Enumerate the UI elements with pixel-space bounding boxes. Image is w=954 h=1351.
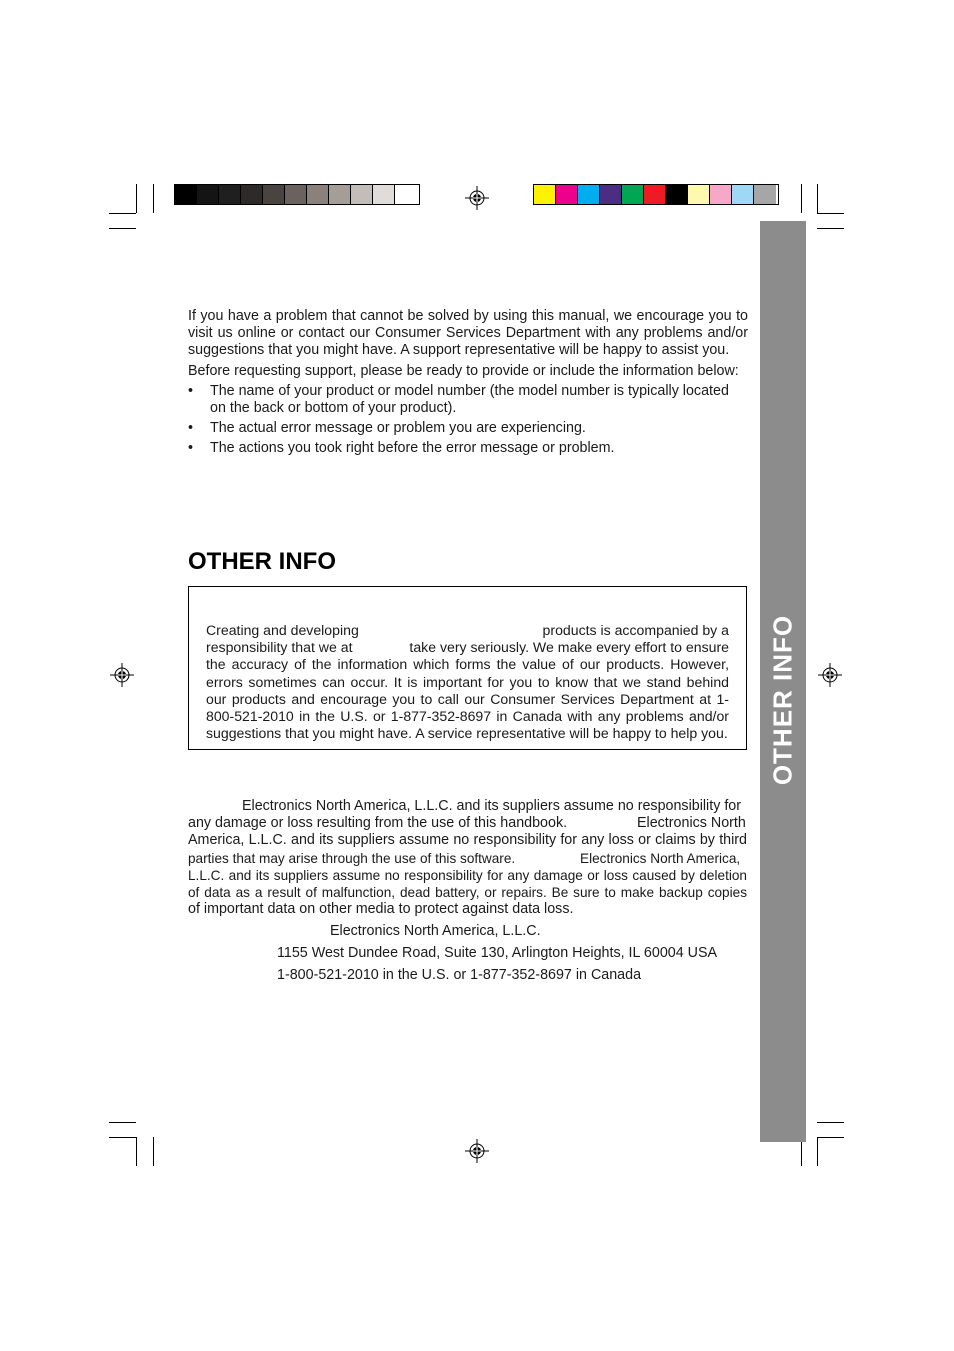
support-before-text: Before requesting support, please be ready to provide or include the information below: bbox=[188, 363, 739, 379]
crop-mark bbox=[817, 228, 844, 229]
color-swatch bbox=[710, 185, 732, 204]
list-item: • The actual error message or problem you are experiencing. bbox=[188, 420, 586, 436]
color-swatch bbox=[285, 185, 307, 204]
color-swatch bbox=[307, 185, 329, 204]
side-tab-label: OTHER INFO bbox=[767, 614, 798, 786]
registration-mark-icon bbox=[465, 186, 489, 210]
color-swatch bbox=[534, 185, 556, 204]
crop-mark bbox=[153, 1137, 154, 1166]
crop-mark bbox=[817, 1137, 844, 1138]
registration-mark-icon bbox=[465, 1139, 489, 1163]
color-swatch bbox=[329, 185, 351, 204]
crop-mark bbox=[109, 228, 136, 229]
disclaimer-line: Electronics North bbox=[637, 815, 746, 831]
info-box-line: products is accompanied by a bbox=[542, 622, 729, 638]
disclaimer-line: parties that may arise through the use of this software. bbox=[188, 851, 516, 866]
color-swatch bbox=[578, 185, 600, 204]
color-swatch bbox=[666, 185, 688, 204]
disclaimer-line: any damage or loss resulting from the use of this handbook. bbox=[188, 815, 568, 831]
color-swatch bbox=[351, 185, 373, 204]
crop-mark bbox=[136, 1137, 137, 1166]
crop-mark bbox=[136, 184, 137, 213]
support-intro: If you have a problem that cannot be solved by using this manual, we encourage you to visit us online or contact our Consumer Services Department with any problems and/or suggestions that you might have. A support representative will be happy to assist you. bbox=[188, 308, 748, 358]
disclaimer-line: of important data on other media to protect against data loss. bbox=[188, 901, 574, 917]
disclaimer-line: of data as a result of malfunction, dead battery, or repairs. Be sure to make backup copies bbox=[188, 885, 747, 900]
registration-mark-icon bbox=[110, 663, 134, 687]
crop-mark bbox=[109, 1122, 136, 1123]
color-swatch bbox=[175, 185, 197, 204]
color-swatch bbox=[754, 185, 776, 204]
color-swatch bbox=[644, 185, 666, 204]
page-title: OTHER INFO bbox=[188, 548, 336, 575]
list-item: • The name of your product or model number (the model number is typically located on the back or bottom of your product). bbox=[188, 383, 729, 416]
color-swatch bbox=[263, 185, 285, 204]
color-swatch bbox=[197, 185, 219, 204]
list-item-text: The actual error message or problem you are experiencing. bbox=[210, 420, 586, 436]
company-name: Electronics North America, L.L.C. bbox=[330, 923, 541, 939]
list-item-text: The name of your product or model number (the model number is typically located on the back or bottom of your product). bbox=[210, 383, 729, 416]
list-item: • The actions you took right before the error message or problem. bbox=[188, 440, 615, 456]
process-color-bar bbox=[533, 184, 779, 205]
crop-mark bbox=[817, 1122, 844, 1123]
color-swatch bbox=[219, 185, 241, 204]
info-box-line: Creating and developing bbox=[206, 622, 359, 638]
grayscale-color-bar bbox=[174, 184, 420, 205]
info-box-paragraph: the accuracy of the information which forms the value of our products. However, errors sometimes can occur. It is important for you to know that we stand behind our products and encourage you to call our Consumer Services Department at 1-800-521-2010 in the U.S. or 1-877-352-8697 in Canada with any problems and/or suggestions that you might have. A service representative will be happy to help you. bbox=[206, 656, 729, 742]
info-box-line: take very seriously. We make every effort to ensure bbox=[409, 639, 729, 656]
support-bullet-list bbox=[188, 383, 748, 460]
crop-mark bbox=[817, 213, 844, 214]
crop-mark bbox=[817, 1137, 818, 1166]
company-phone: 1-800-521-2010 in the U.S. or 1-877-352-8697 in Canada bbox=[277, 967, 642, 983]
info-box-text bbox=[206, 622, 729, 742]
info-box-line: responsibility that we at bbox=[206, 639, 353, 656]
crop-mark bbox=[817, 184, 818, 213]
color-swatch bbox=[373, 185, 395, 204]
company-address: 1155 West Dundee Road, Suite 130, Arlington Heights, IL 60004 USA bbox=[277, 945, 718, 961]
registration-mark-icon bbox=[818, 663, 842, 687]
disclaimer-line: L.L.C. and its suppliers assume no responsibility for any damage or loss caused by deletion bbox=[188, 868, 747, 883]
crop-mark bbox=[153, 184, 154, 213]
color-swatch bbox=[688, 185, 710, 204]
list-item-text: The actions you took right before the error message or problem. bbox=[210, 440, 615, 456]
color-swatch bbox=[395, 185, 417, 204]
color-swatch bbox=[556, 185, 578, 204]
crop-mark bbox=[109, 1137, 136, 1138]
disclaimer-line: Electronics North America, bbox=[580, 851, 741, 866]
disclaimer-line: America, L.L.C. and its suppliers assume no responsibility for any loss or claims by third bbox=[188, 832, 747, 848]
color-swatch bbox=[600, 185, 622, 204]
color-swatch bbox=[732, 185, 754, 204]
crop-mark bbox=[109, 213, 136, 214]
disclaimer-line: Electronics North America, L.L.C. and its suppliers assume no responsibility for bbox=[242, 798, 742, 814]
color-swatch bbox=[241, 185, 263, 204]
color-swatch bbox=[622, 185, 644, 204]
crop-mark bbox=[801, 184, 802, 213]
